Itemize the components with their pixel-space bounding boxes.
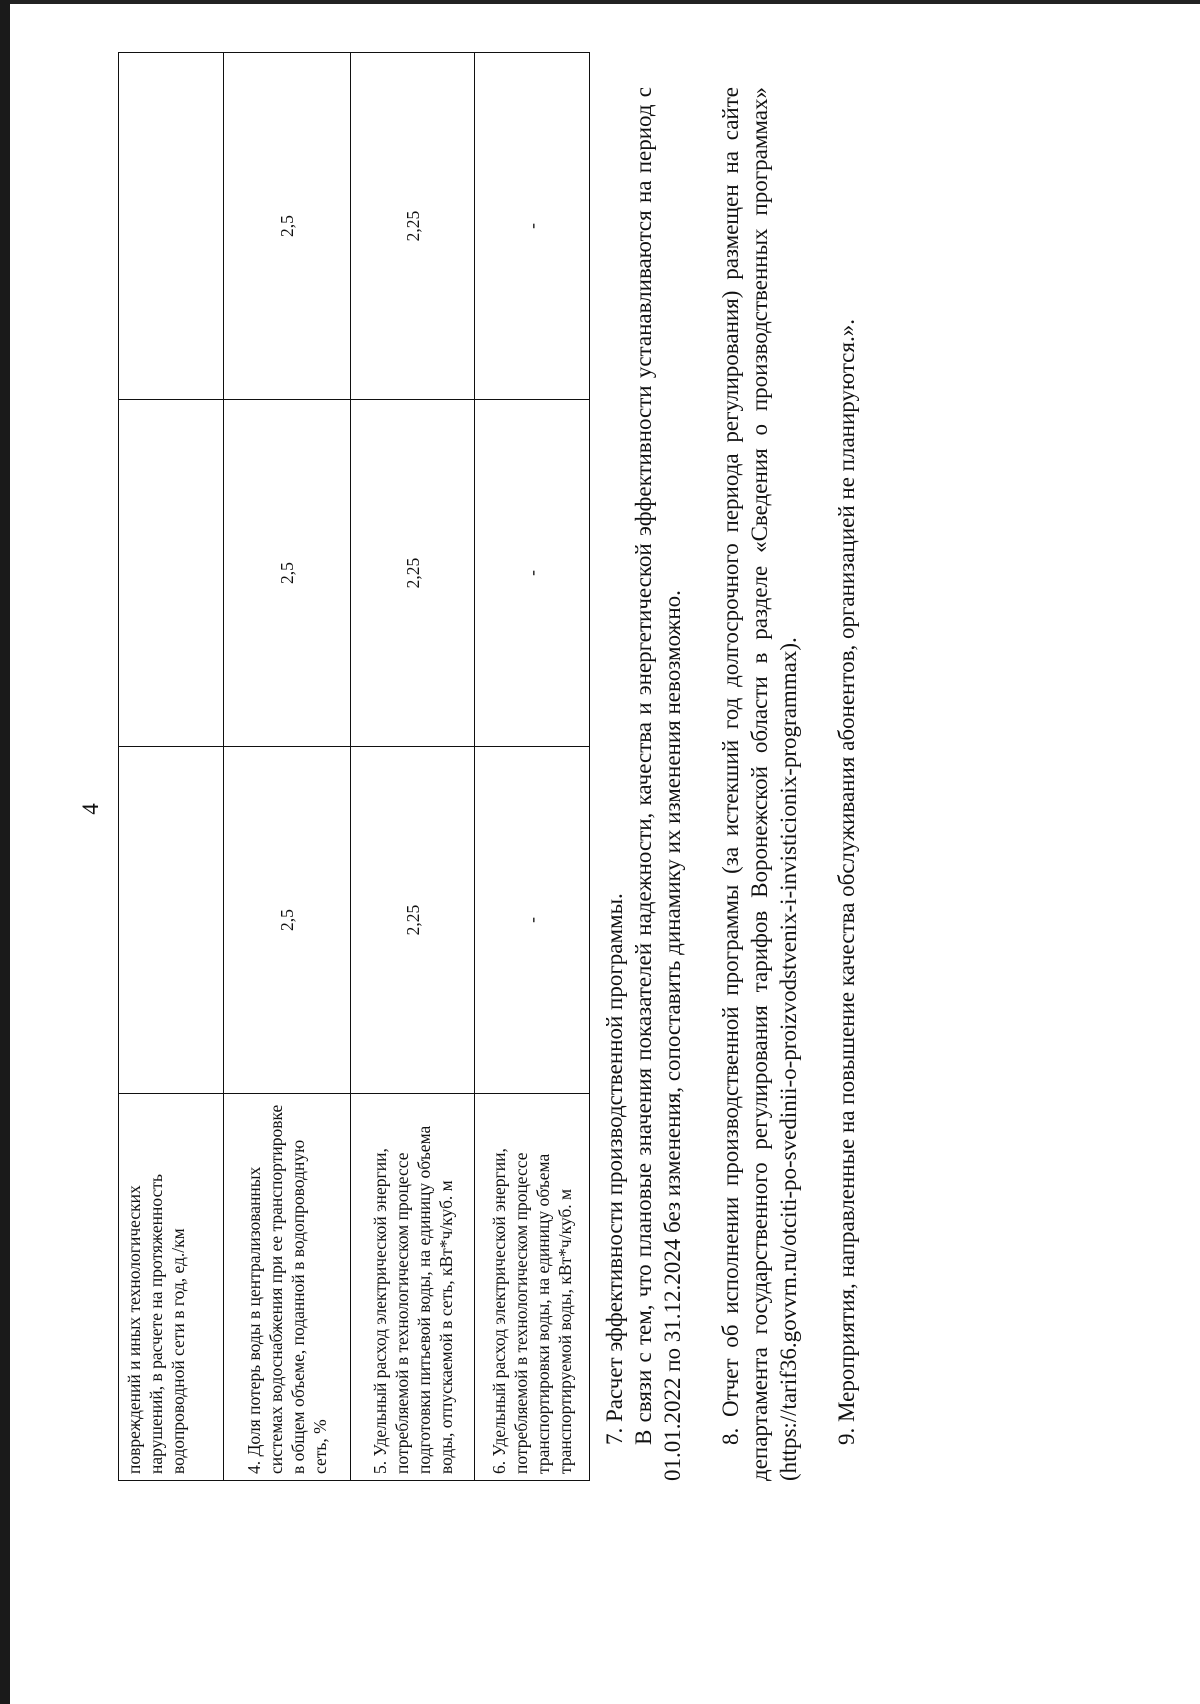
page-number: 4 [78,803,103,815]
table-row [351,53,475,1481]
table-row [224,53,351,1481]
indicators-table [118,52,590,1481]
indicator-value: 2,25 [351,53,475,400]
indicator-value: 2,25 [351,747,475,1094]
indicator-value: - [475,53,590,400]
indicator-value [119,400,224,747]
table-row [475,53,590,1481]
body-text [600,87,861,1481]
indicator-value: 2,5 [224,747,351,1094]
table-row [119,53,224,1481]
indicator-value: - [475,747,590,1094]
section-9-body: 9. Мероприятия, направленные на повышение качества обслуживания абонентов, организацией не планируются.». [834,319,859,1445]
section-8-body: 8. Отчет об исполнении производственной программы (за истекший год долгосрочного периода регулирования) размещен на сайте департамента государственного регулирования тарифов Воронежской области в разделе «Сведения о производственных программах» (https://tarif36.govvrn.ru/otciti-po-svedinii-o-proizvodstvenix-i-invisticionix-programmax). [718,87,801,1481]
section-7-title: 7. Расчет эффективности производственной программы. [602,893,627,1445]
indicator-name: 5. Удельный расход электрической энергии, потребляемой в технологическом процессе подготовки питьевой воды, на единицу объема воды, отпускаемой в сеть, кВт*ч/куб. м [351,1094,475,1481]
indicator-name: повреждений и иных технологических нарушений, в расчете на протяженность водопроводной сети в год, ед./км [119,1094,224,1481]
indicator-name: 6. Удельный расход электрической энергии, потребляемой в технологическом процессе транспортировки воды, на единицу объема транспортируемой воды, кВт*ч/куб. м [475,1094,590,1481]
indicator-value: 2,5 [224,400,351,747]
indicator-value: 2,5 [224,53,351,400]
indicator-value: 2,25 [351,400,475,747]
indicator-value: - [475,400,590,747]
indicator-name: 4. Доля потерь воды в централизованных системах водоснабжения при ее транспортировке в общем объеме, поданной в водопроводную сеть, % [224,1094,351,1481]
indicator-value [119,53,224,400]
section-7-body: В связи с тем, что плановые значения показателей надежности, качества и энергетической эффективности устанавливаются на период с 01.01.2022 по 31.12.2024 без изменения, сопоставить динамику их изменения невозможно. [631,87,685,1481]
indicator-value [119,747,224,1094]
